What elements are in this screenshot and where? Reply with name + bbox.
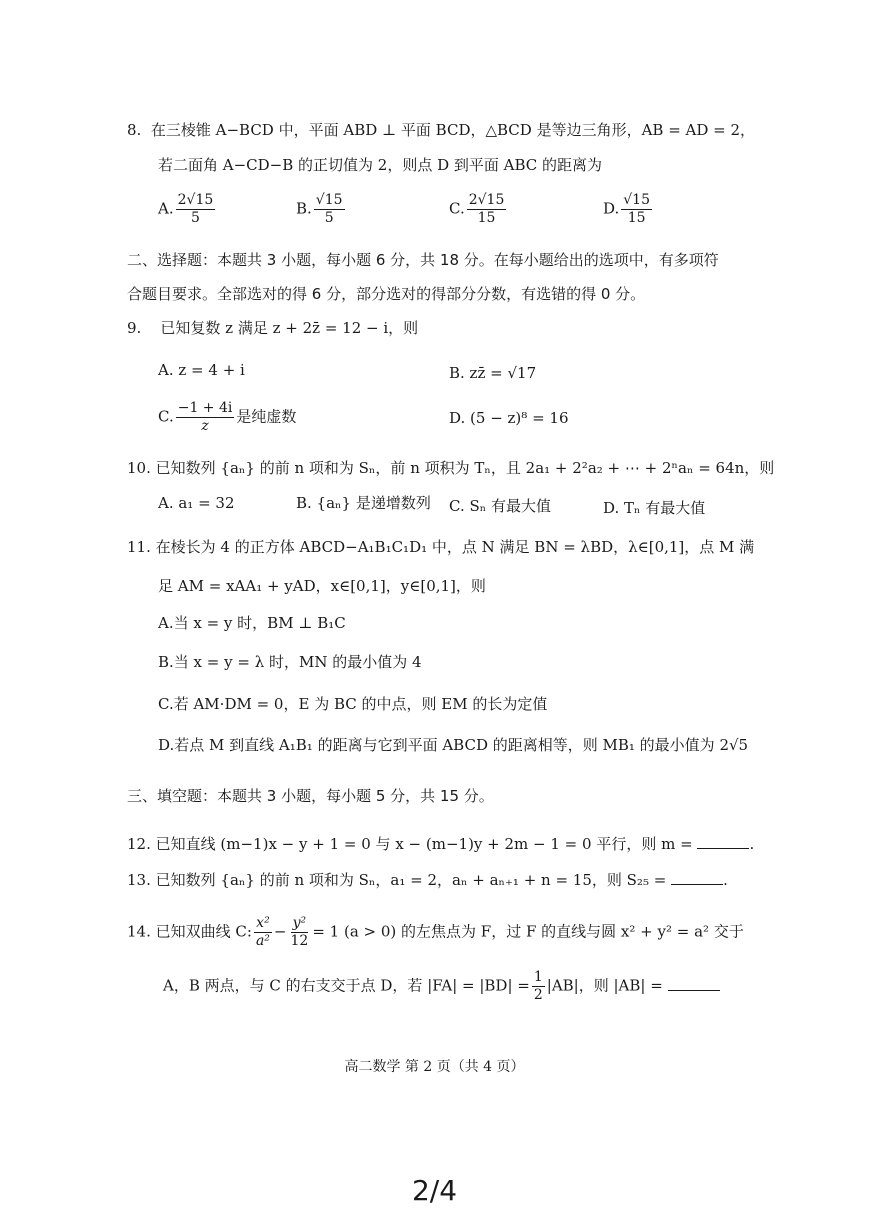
q9-option-d: D. (5 − z)⁸ = 16 (449, 409, 569, 427)
q13-answer-blank[interactable] (671, 884, 723, 885)
q11-option-c: C.若 AM·DM = 0，E 为 BC 的中点，则 EM 的长为定值 (158, 695, 548, 713)
q11-option-d: D.若点 M 到直线 A₁B₁ 的距离与它到平面 ABCD 的距离相等，则 MB₁ 的最小值为 2√5 (158, 736, 749, 754)
q8-stem-line1 (127, 120, 755, 140)
q8-stem-line2: 若二面角 A−CD−B 的正切值为 2，则点 D 到平面 ABC 的距离为 (158, 156, 603, 174)
q10-number: 10. (127, 459, 151, 477)
q8-option-a: A. $\frac{2√15}{5}$ (158, 192, 214, 226)
q10-option-a: A. a₁ = 32 (158, 494, 235, 512)
section2-instructions: 合题目要求。全部选对的得 6 分，部分选对的得部分分数，有选错的得 0 分。 (127, 285, 646, 303)
page-indicator: 2/4 (411, 1174, 458, 1207)
q9-number: 9. (127, 319, 142, 337)
q14-answer-blank[interactable] (668, 990, 720, 991)
q12-number: 12. (127, 835, 151, 853)
q11-stem-line2: 足 AM = xAA₁ + yAD，x∈[0,1]，y∈[0,1]，则 (158, 577, 486, 595)
q10-stem: 10. 已知数列 {aₙ} 的前 n 项和为 Sₙ，前 n 项积为 Tₙ，且 2a₁ + 2²a₂ + ⋯ + 2ⁿaₙ = 64n，则 (127, 459, 775, 477)
q8-stem-1: 在三棱锥 A−BCD 中，平面 ABD ⊥ 平面 BCD，△BCD 是等边三角形，AB = AD = 2， (150, 121, 756, 139)
q10-option-c: C. Sₙ 有最大值 (449, 497, 552, 515)
q10-option-d: D. Tₙ 有最大值 (603, 499, 706, 517)
section3-heading: 三、填空题：本题共 3 小题，每小题 5 分，共 15 分。 (127, 787, 494, 805)
section2-heading: 二、选择题：本题共 3 小题，每小题 6 分，共 18 分。在每小题给出的选项中，有多项符 (127, 251, 719, 269)
q9-option-a: A. z = 4 + i (158, 361, 245, 379)
page-footer: 高二数学 第 2 页（共 4 页） (344, 1059, 525, 1075)
q13-stem: 13. 已知数列 {aₙ} 的前 n 项和为 Sₙ，a₁ = 2，aₙ + aₙ₊₁ + n = 15，则 S₂₅ = . (127, 871, 728, 889)
q12-answer-blank[interactable] (697, 848, 749, 849)
q8-number: 8. (127, 121, 142, 139)
q9-option-b: B. zz̄ = √17 (449, 364, 537, 382)
q13-number: 13. (127, 871, 151, 889)
q8-option-c: C. $\frac{2√15}{15}$ (449, 192, 505, 226)
q10-option-b: B. {aₙ} 是递增数列 (296, 494, 431, 512)
q11-option-a: A.当 x = y 时，BM ⊥ B₁C (158, 614, 346, 632)
q9-stem: 9. 已知复数 z 满足 z + 2z̄ = 12 − i，则 (127, 319, 419, 337)
q14-number: 14. (127, 922, 151, 941)
q14-stem-line1: 14. 已知双曲线 C: $\frac{\text{x²}}{\text{a²}}$ − $\frac{\text{y²}}{12}$ = 1 (a > 0) 的左焦点为 F，过 F 的直线与圆 x² + y² = a² 交于 (127, 915, 744, 949)
q9-option-c: C. $\frac{-1 + 4i}{z}$ 是纯虚数 (158, 400, 297, 434)
q12-stem: 12. 已知直线 (m−1)x − y + 1 = 0 与 x − (m−1)y + 2m − 1 = 0 平行，则 m = . (127, 835, 755, 853)
q14-stem-line2: A，B 两点，与 C 的右支交于点 D，若 |FA| = |BD| = $\frac{1}{2}$ |AB|，则 |AB| = (163, 969, 720, 1004)
q11-number: 11. (127, 538, 151, 556)
q8-option-b: B. $\frac{√15}{5}$ (296, 192, 343, 226)
q11-stem-line1: 11. 在棱长为 4 的正方体 ABCD−A₁B₁C₁D₁ 中，点 N 满足 BN = λBD，λ∈[0,1]，点 M 满 (127, 538, 755, 556)
q11-option-b: B.当 x = y = λ 时，MN 的最小值为 4 (158, 653, 422, 671)
q8-option-d: D. $\frac{√15}{15}$ (603, 192, 651, 226)
